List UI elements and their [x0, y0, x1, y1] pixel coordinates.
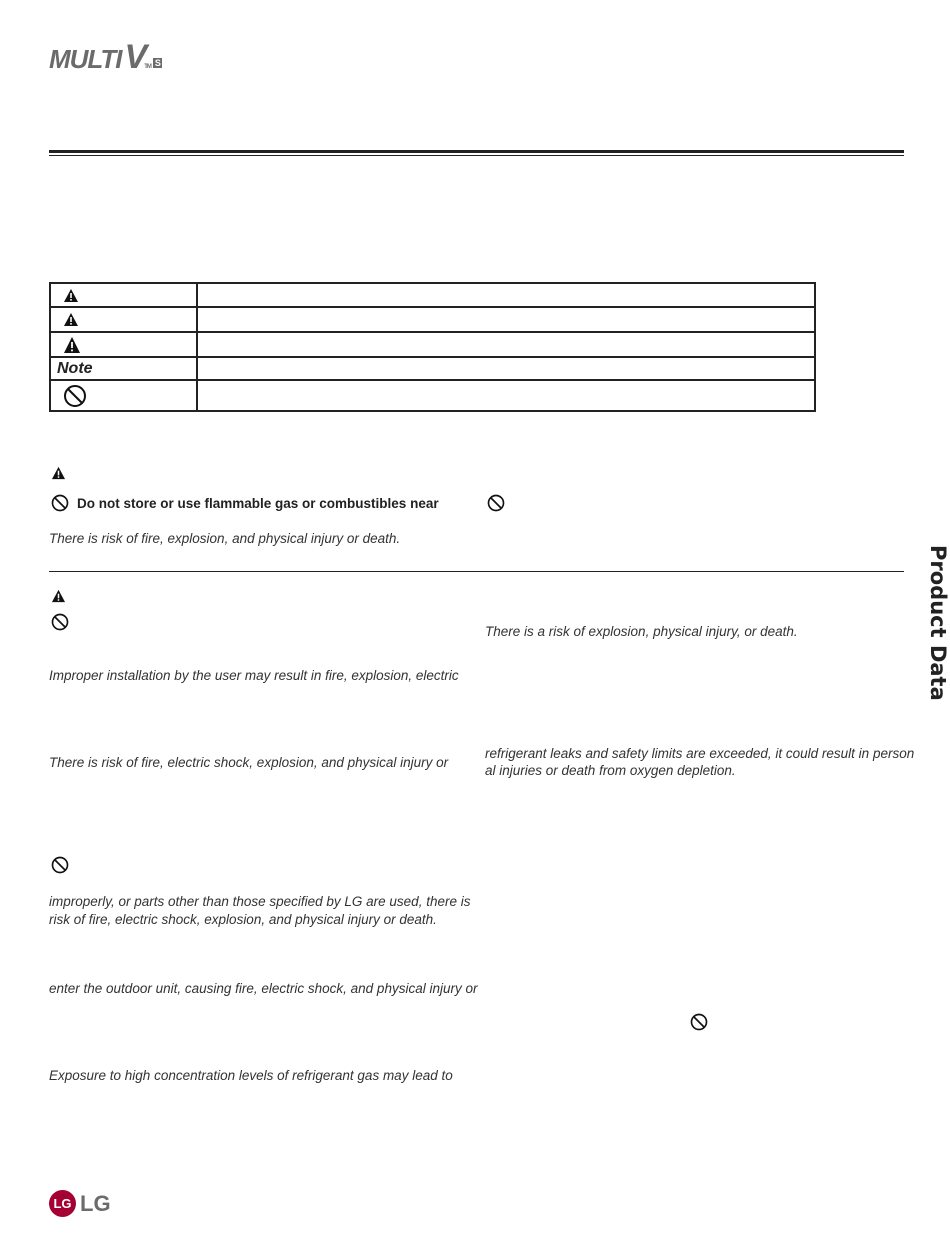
warning-left-text: enter the outdoor unit, causing fire, electric shock, and physical injury or	[49, 981, 478, 996]
header-rule-bottom	[49, 155, 904, 156]
warning-triangle-icon	[63, 288, 79, 303]
product-data-side-tab: Product Data	[926, 545, 950, 701]
warning-left-text: risk of fire, electric shock, explosion, and physical injury or death.	[49, 912, 437, 927]
legend-row	[50, 283, 815, 307]
warning-left-text: Exposure to high concentration levels of refrigerant gas may lead to	[49, 1068, 453, 1083]
warning-left-text: There is risk of fire, electric shock, explosion, and physical injury or	[49, 755, 449, 770]
legend-description	[197, 357, 815, 380]
legend-description	[197, 380, 815, 411]
prohibited-icon	[51, 856, 69, 874]
legend-row	[50, 357, 815, 380]
warning-triangle-icon	[51, 466, 66, 480]
legend-description	[197, 307, 815, 332]
prohibited-icon	[51, 613, 69, 631]
warning-right-text: refrigerant leaks and safety limits are exceeded, it could result in person	[485, 746, 915, 761]
danger-consequence: There is risk of fire, explosion, and physical injury or death.	[49, 531, 401, 546]
warning-triangle-icon	[63, 336, 81, 354]
warning-right-text: There is a risk of explosion, physical injury, or death.	[485, 624, 798, 639]
header-rule-top	[49, 150, 904, 153]
legend-row	[50, 380, 815, 411]
warning-triangle-icon	[51, 589, 66, 603]
warning-left-text: Improper installation by the user may result in fire, explosion, electric	[49, 668, 459, 683]
legend-description	[197, 283, 815, 307]
logo-tm: TM	[144, 64, 151, 70]
note-label: Note	[57, 359, 93, 377]
warning-left-text: improperly, or parts other than those specified by LG are used, there is	[49, 894, 471, 909]
prohibited-icon	[63, 384, 87, 408]
logo-multi: MULTI	[49, 44, 122, 74]
warning-triangle-icon	[63, 312, 79, 327]
multi-v-logo	[49, 38, 162, 77]
prohibited-icon	[487, 494, 505, 512]
lg-logo	[49, 1190, 111, 1217]
warning-right-text: al injuries or death from oxygen depletion.	[485, 763, 736, 778]
lg-logo-text: LG	[80, 1190, 111, 1216]
logo-v: V	[124, 38, 147, 76]
legend-description	[197, 332, 815, 357]
prohibited-icon	[51, 494, 69, 512]
legend-row	[50, 307, 815, 332]
legend-row	[50, 332, 815, 357]
prohibited-icon	[690, 1013, 708, 1031]
danger-instruction: Do not store or use flammable gas or combustibles near	[77, 496, 439, 511]
logo-s: S	[154, 58, 160, 68]
lg-logo-mark: LG	[49, 1190, 76, 1217]
section-divider	[49, 571, 904, 572]
symbol-legend-table	[49, 282, 816, 412]
